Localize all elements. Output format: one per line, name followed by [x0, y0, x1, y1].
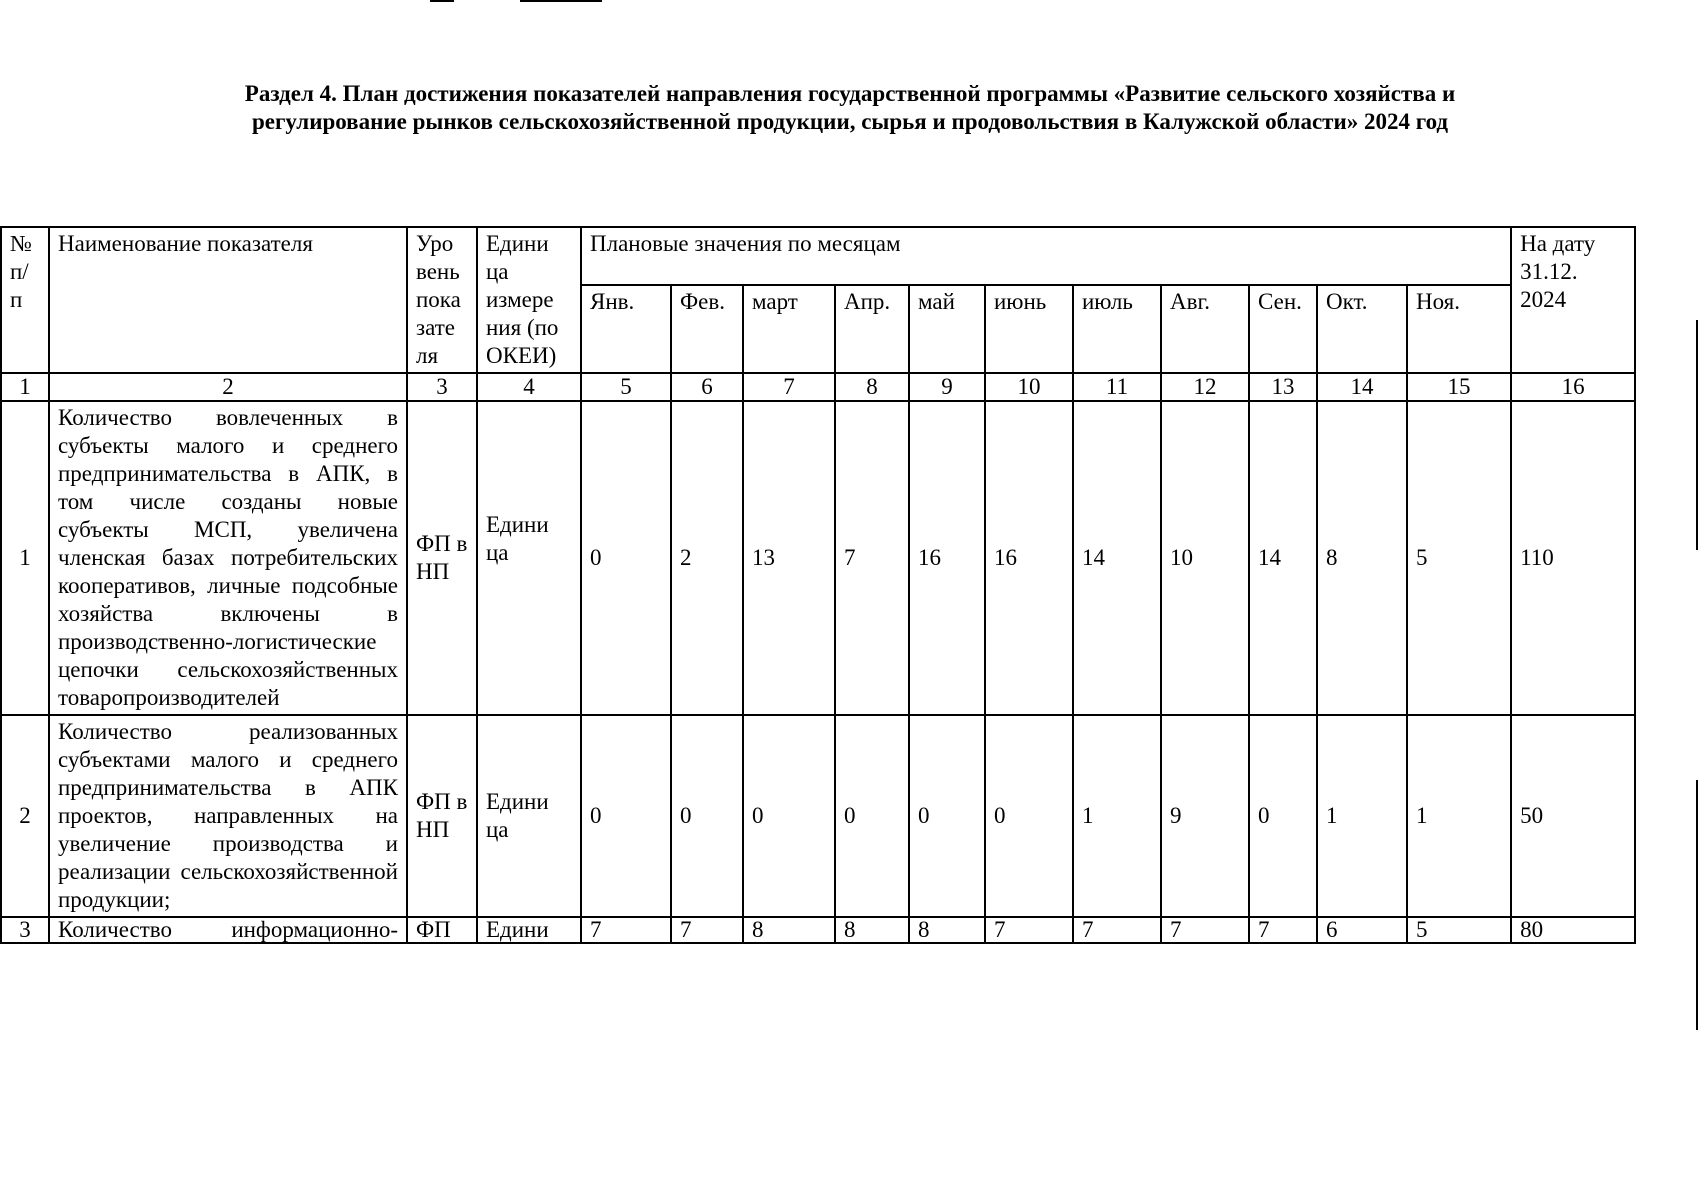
column-number: 15 — [1407, 373, 1511, 401]
row-indicator-name: Количество информационно- — [49, 917, 407, 943]
header-final-date: На дату 31.12. 2024 — [1511, 227, 1635, 373]
column-number: 12 — [1161, 373, 1249, 401]
header-month: Апр. — [835, 285, 909, 373]
row-month-value: 7 — [1073, 917, 1161, 943]
indicators-plan-table — [0, 226, 1636, 944]
header-unit: Едини ца измере ния (по ОКЕИ) — [477, 227, 581, 373]
row-level: ФП в НП — [407, 715, 477, 917]
document-title — [110, 80, 1590, 136]
row-month-value: 10 — [1161, 401, 1249, 715]
column-number: 9 — [909, 373, 985, 401]
row-month-value: 1 — [1407, 715, 1511, 917]
row-month-value: 16 — [985, 401, 1073, 715]
column-number: 7 — [743, 373, 835, 401]
row-num: 2 — [1, 715, 49, 917]
row-month-value: 0 — [581, 715, 671, 917]
header-month: Янв. — [581, 285, 671, 373]
row-month-value: 5 — [1407, 401, 1511, 715]
column-numbers-row — [1, 373, 1635, 401]
row-month-value: 0 — [835, 715, 909, 917]
row-final-value: 80 — [1511, 917, 1635, 943]
column-number: 5 — [581, 373, 671, 401]
row-month-value: 14 — [1249, 401, 1317, 715]
row-unit: Едини — [477, 917, 581, 943]
row-level: ФП — [407, 917, 477, 943]
header-month: март — [743, 285, 835, 373]
row-month-value: 9 — [1161, 715, 1249, 917]
row-unit: Едини ца — [477, 715, 581, 917]
column-number: 16 — [1511, 373, 1635, 401]
scan-mark — [520, 0, 602, 2]
document-title-line-2: регулирование рынков сельскохозяйственной продукции, сырья и продовольствия в Калужской области» 2024 год — [251, 109, 1449, 134]
column-number: 14 — [1317, 373, 1407, 401]
row-month-value: 7 — [671, 917, 743, 943]
header-month: июль — [1073, 285, 1161, 373]
column-number: 6 — [671, 373, 743, 401]
header-month: май — [909, 285, 985, 373]
document-title-line-1: Раздел 4. План достижения показателей направления государственной программы «Развитие сельского хозяйства и — [244, 81, 1456, 106]
header-month: Фев. — [671, 285, 743, 373]
row-month-value: 8 — [835, 917, 909, 943]
header-month: Сен. — [1249, 285, 1317, 373]
header-num: № п/п — [1, 227, 49, 373]
row-num: 3 — [1, 917, 49, 943]
row-month-value: 0 — [985, 715, 1073, 917]
header-month: июнь — [985, 285, 1073, 373]
row-month-value: 1 — [1073, 715, 1161, 917]
header-row-1 — [1, 227, 1635, 285]
row-month-value: 0 — [671, 715, 743, 917]
header-monthly-group: Плановые значения по месяцам — [581, 227, 1511, 285]
row-month-value: 5 — [1407, 917, 1511, 943]
scan-mark — [430, 0, 454, 2]
column-number: 13 — [1249, 373, 1317, 401]
row-final-value: 110 — [1511, 401, 1635, 715]
row-num: 1 — [1, 401, 49, 715]
row-month-value: 14 — [1073, 401, 1161, 715]
column-number: 11 — [1073, 373, 1161, 401]
column-number: 1 — [1, 373, 49, 401]
header-level: Уро вень пока зате ля — [407, 227, 477, 373]
column-number: 4 — [477, 373, 581, 401]
row-month-value: 7 — [1161, 917, 1249, 943]
header-month: Окт. — [1317, 285, 1407, 373]
row-indicator-name: Количество вовлеченных в субъекты малого и среднего предпринимательства в АПК, в том числе созданы новые субъекты МСП, увеличена членская базах потребительских кооперативов, личные подсобные хозяйства включены в производственно-логистические цепочки сельскохозяйственных товаропроизводителей — [49, 401, 407, 715]
row-indicator-name: Количество реализованных субъектами малого и среднего предпринимательства в АПК проектов, направленных на увеличение производства и реализации сельскохозяйственной продукции; — [49, 715, 407, 917]
table-row — [1, 917, 1635, 943]
row-month-value: 7 — [985, 917, 1073, 943]
row-month-value: 7 — [835, 401, 909, 715]
row-month-value: 0 — [1249, 715, 1317, 917]
row-month-value: 8 — [909, 917, 985, 943]
row-month-value: 8 — [1317, 401, 1407, 715]
row-month-value: 0 — [581, 401, 671, 715]
table-row — [1, 401, 1635, 715]
row-month-value: 0 — [743, 715, 835, 917]
row-level: ФП в НП — [407, 401, 477, 715]
row-month-value: 7 — [581, 917, 671, 943]
row-unit: Едини ца — [477, 401, 581, 715]
row-final-value: 50 — [1511, 715, 1635, 917]
column-number: 8 — [835, 373, 909, 401]
row-month-value: 0 — [909, 715, 985, 917]
row-month-value: 6 — [1317, 917, 1407, 943]
header-name: Наименование показателя — [49, 227, 407, 373]
column-number: 2 — [49, 373, 407, 401]
column-number: 10 — [985, 373, 1073, 401]
header-month: Авг. — [1161, 285, 1249, 373]
row-month-value: 7 — [1249, 917, 1317, 943]
row-month-value: 8 — [743, 917, 835, 943]
table-row — [1, 715, 1635, 917]
row-month-value: 16 — [909, 401, 985, 715]
header-month: Ноя. — [1407, 285, 1511, 373]
row-month-value: 13 — [743, 401, 835, 715]
row-month-value: 2 — [671, 401, 743, 715]
column-number: 3 — [407, 373, 477, 401]
row-month-value: 1 — [1317, 715, 1407, 917]
